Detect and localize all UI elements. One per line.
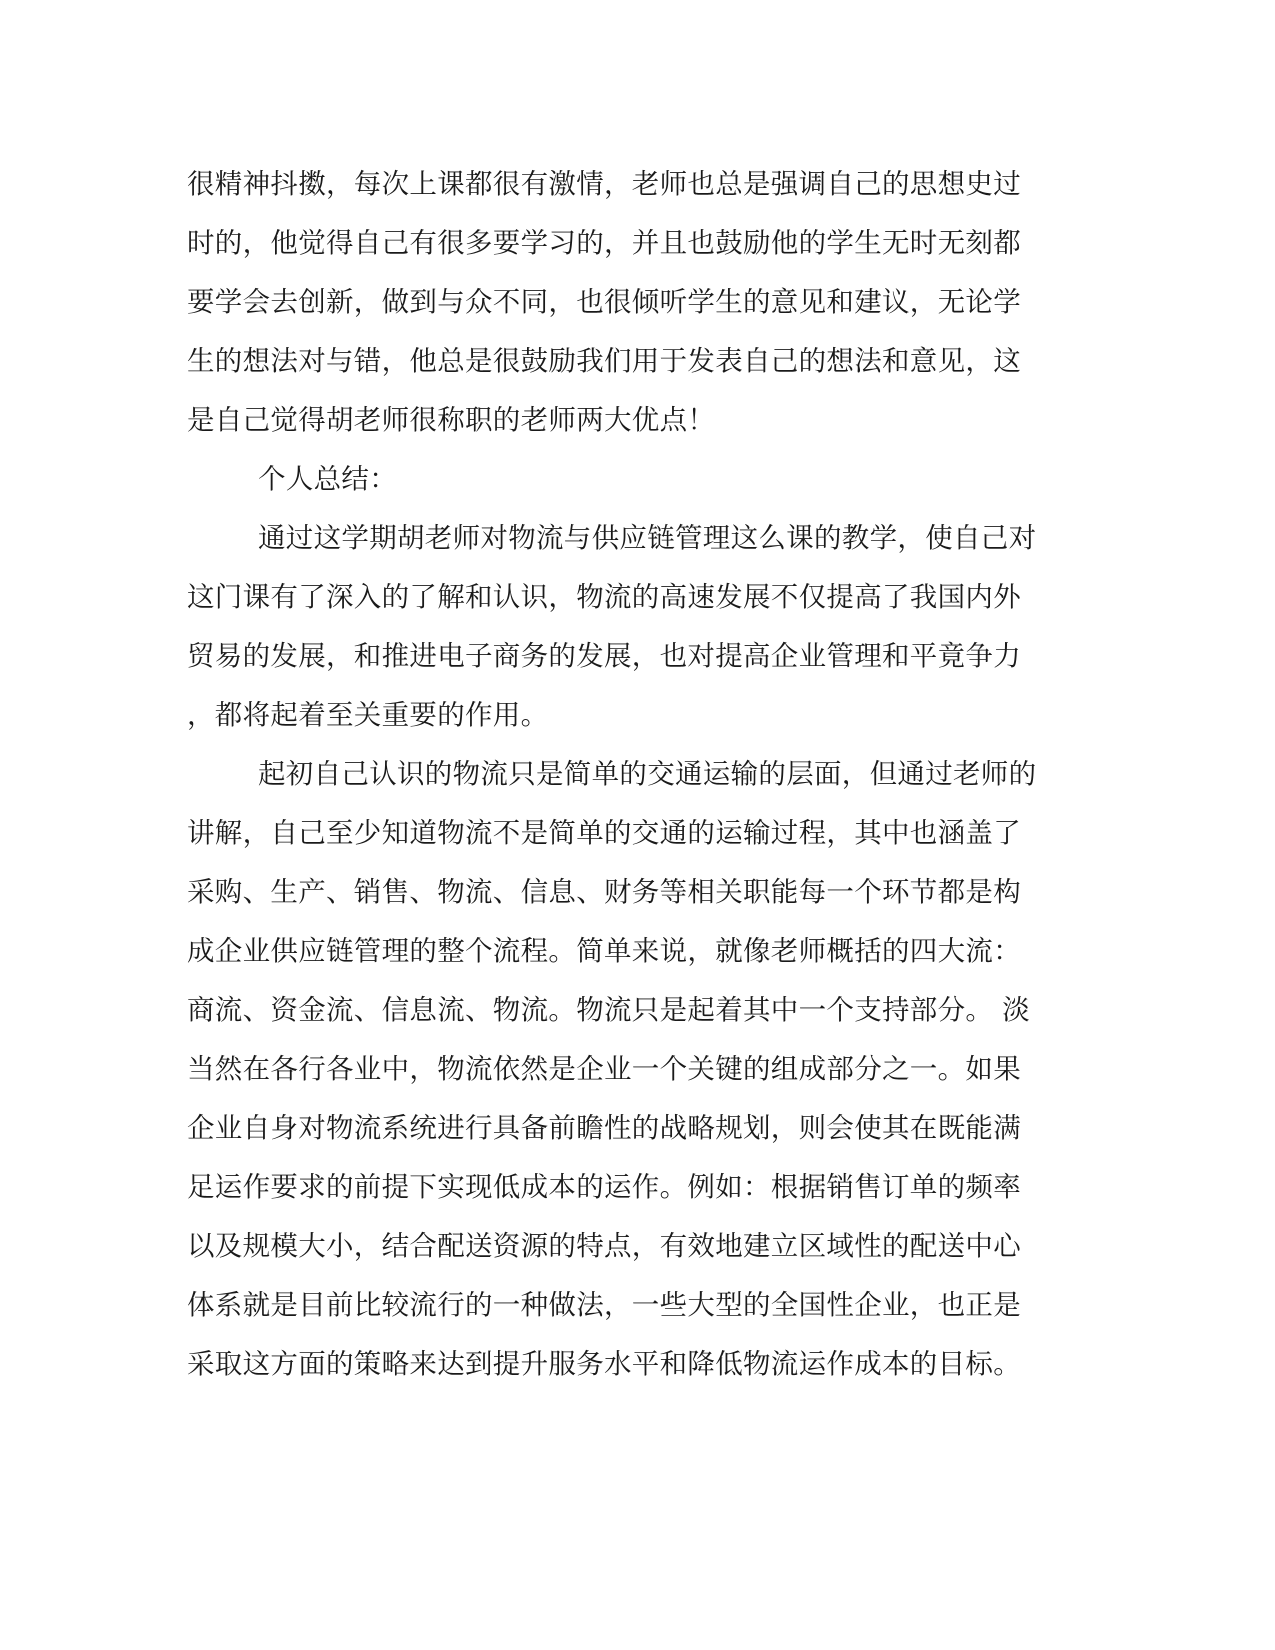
paragraph-line: 采取这方面的策略来达到提升服务水平和降低物流运作成本的目标。	[187, 1348, 1021, 1380]
paragraph-line: 这门课有了深入的了解和认识，物流的高速发展不仅提高了我国内外	[187, 581, 1021, 613]
paragraph-line: 企业自身对物流系统进行具备前瞻性的战略规划，则会使其在既能满	[187, 1112, 1021, 1144]
paragraph-line: 时的，他觉得自己有很多要学习的，并且也鼓励他的学生无时无刻都	[187, 227, 1021, 259]
paragraph-line: ，都将起着至关重要的作用。	[187, 699, 549, 731]
paragraph-line: 贸易的发展，和推进电子商务的发展，也对提高企业管理和平竟争力	[187, 640, 1021, 672]
section-heading: 个人总结：	[258, 463, 397, 495]
paragraph-line: 商流、资金流、信息流、物流。物流只是起着其中一个支持部分。 淡	[187, 994, 1031, 1026]
paragraph-line: 起初自己认识的物流只是简单的交通运输的层面，但通过老师的	[258, 758, 1037, 790]
paragraph-line: 是自己觉得胡老师很称职的老师两大优点！	[187, 404, 716, 436]
paragraph-line: 讲解，自己至少知道物流不是简单的交通的运输过程，其中也涵盖了	[187, 817, 1021, 849]
paragraph-line: 足运作要求的前提下实现低成本的运作。例如：根据销售订单的频率	[187, 1171, 1021, 1203]
paragraph-line: 体系就是目前比较流行的一种做法，一些大型的全国性企业，也正是	[187, 1289, 1021, 1321]
paragraph-line: 很精神抖擞，每次上课都很有激情，老师也总是强调自己的思想史过	[187, 168, 1021, 200]
paragraph-line: 生的想法对与错，他总是很鼓励我们用于发表自己的想法和意见，这	[187, 345, 1021, 377]
paragraph-line: 采购、生产、销售、物流、信息、财务等相关职能每一个环节都是构	[187, 876, 1021, 908]
paragraph-line: 成企业供应链管理的整个流程。简单来说，就像老师概括的四大流：	[187, 935, 1021, 967]
paragraph-line: 要学会去创新，做到与众不同，也很倾听学生的意见和建议，无论学	[187, 286, 1021, 318]
paragraph-line: 以及规模大小，结合配送资源的特点，有效地建立区域性的配送中心	[187, 1230, 1021, 1262]
paragraph-line: 当然在各行各业中，物流依然是企业一个关键的组成部分之一。如果	[187, 1053, 1021, 1085]
paragraph-line: 通过这学期胡老师对物流与供应链管理这么课的教学，使自己对	[258, 522, 1037, 554]
